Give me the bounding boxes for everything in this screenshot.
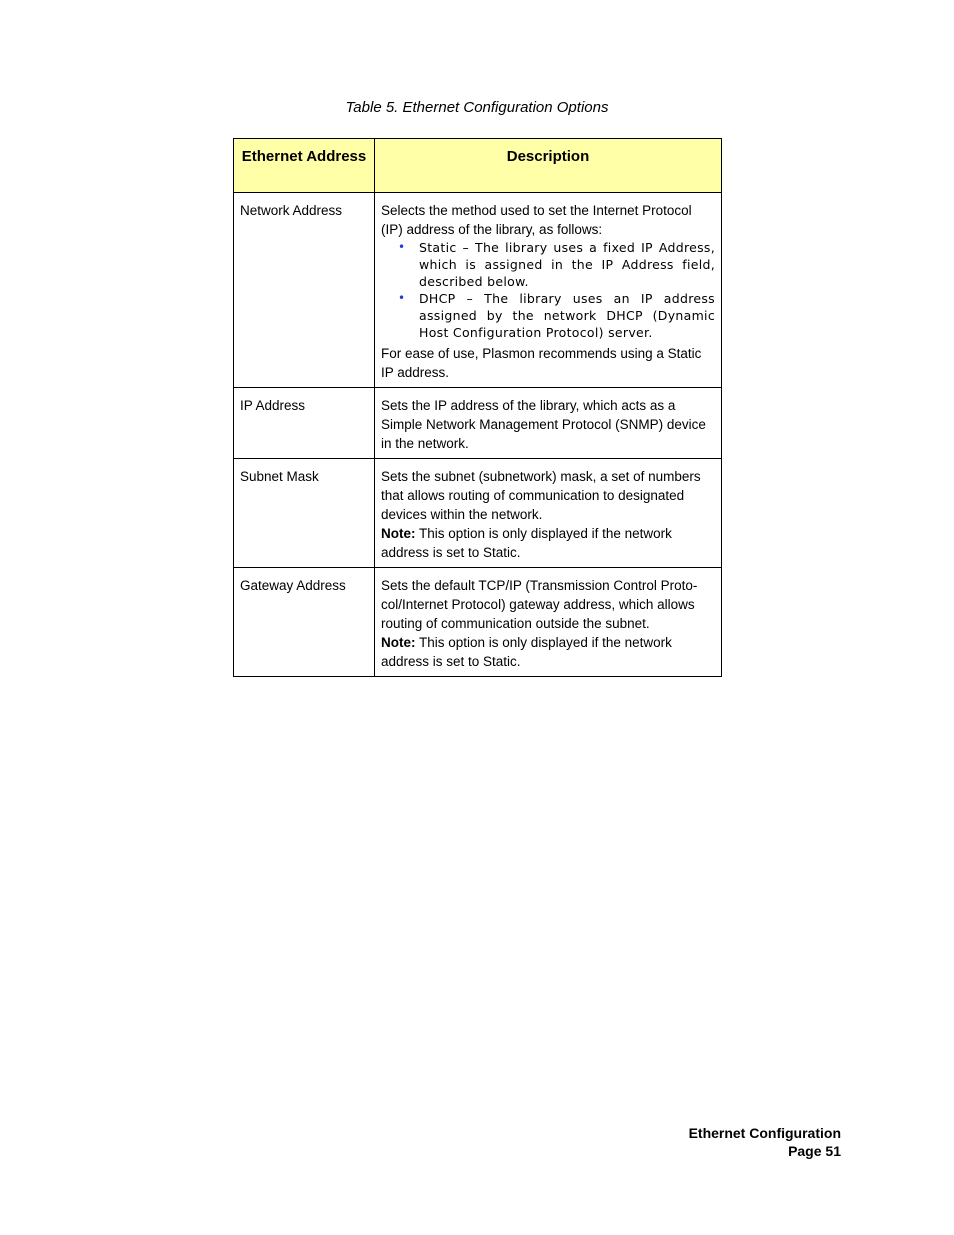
desc-note	[381, 524, 715, 562]
desc-intro: Selects the method used to set the Internet Protocol (IP) address of the library, as follows:	[381, 203, 692, 237]
footer-page-number: Page 51	[788, 1143, 841, 1159]
footer-section-title: Ethernet Configuration	[688, 1125, 841, 1141]
ethernet-options-table	[233, 138, 722, 677]
header-description: Description	[375, 139, 722, 193]
desc-intro: Sets the default TCP/IP (Transmission Control Proto-col/Internet Protocol) gateway address, which allows routing of communication outside the subnet.	[381, 578, 698, 631]
desc-intro: Sets the IP address of the library, which acts as a Simple Network Management Protocol (SNMP) device in the network.	[381, 398, 706, 451]
note-label: Note:	[381, 635, 416, 650]
row-desc-gateway-address	[375, 568, 722, 677]
list-item	[398, 290, 715, 341]
row-name-gateway-address: Gateway Address	[234, 568, 375, 677]
table-row	[234, 388, 722, 459]
desc-intro: Sets the subnet (subnetwork) mask, a set of numbers that allows routing of communication to designated devices within the network.	[381, 469, 701, 522]
row-name-ip-address: IP Address	[234, 388, 375, 459]
table-row	[234, 459, 722, 568]
row-desc-network-address	[375, 193, 722, 388]
bullet-icon: •	[398, 291, 406, 305]
table-header-row	[234, 139, 722, 193]
row-desc-ip-address	[375, 388, 722, 459]
page-footer	[689, 1124, 841, 1160]
list-item-text: Static – The library uses a fixed IP Address, which is assigned in the IP Address field, described below.	[419, 240, 715, 289]
desc-recommendation: For ease of use, Plasmon recommends using a Static IP address.	[381, 346, 702, 380]
list-item	[398, 239, 715, 290]
bullet-icon: •	[398, 240, 406, 254]
note-label: Note:	[381, 526, 416, 541]
desc-note	[381, 633, 715, 671]
row-desc-subnet-mask	[375, 459, 722, 568]
header-ethernet-address: Ethernet Address	[234, 139, 375, 193]
method-list	[381, 239, 715, 341]
table-row	[234, 193, 722, 388]
note-text: This option is only displayed if the network address is set to Static.	[381, 526, 672, 560]
table-row	[234, 568, 722, 677]
table-caption: Table 5. Ethernet Configuration Options	[345, 99, 609, 116]
row-name-network-address: Network Address	[234, 193, 375, 388]
list-item-text: DHCP – The library uses an IP address assigned by the network DHCP (Dynamic Host Configuration Protocol) server.	[419, 291, 715, 340]
note-text: This option is only displayed if the network address is set to Static.	[381, 635, 672, 669]
row-name-subnet-mask: Subnet Mask	[234, 459, 375, 568]
